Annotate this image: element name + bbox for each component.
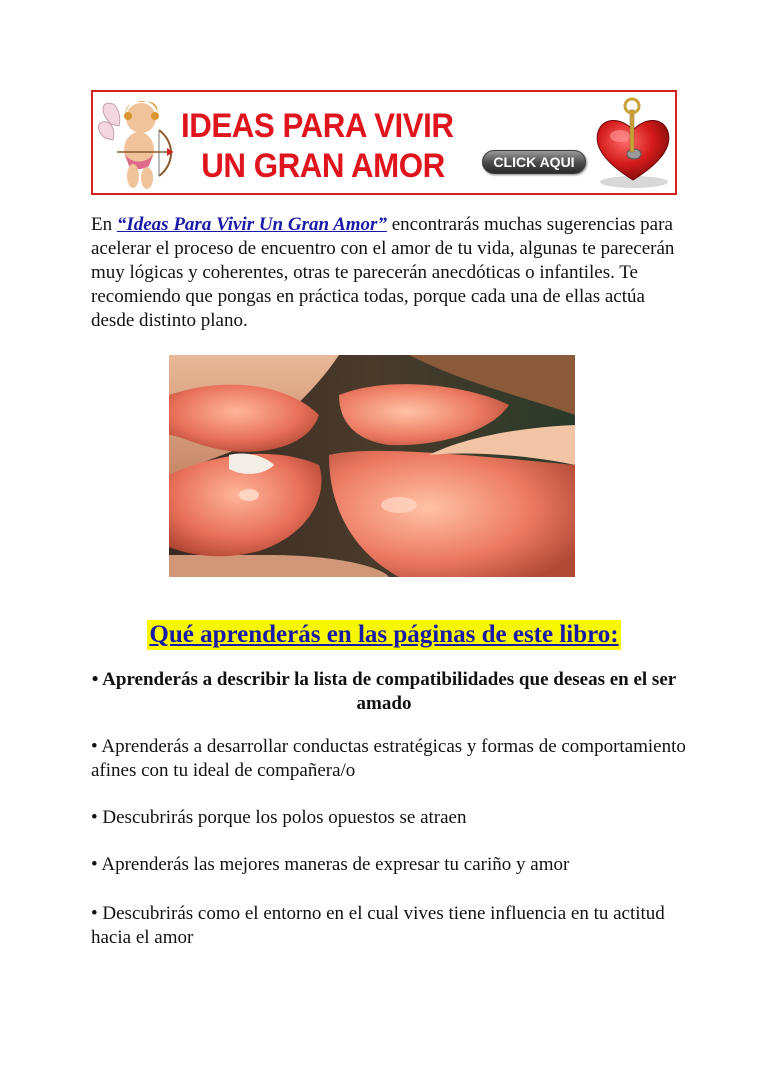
cupid-icon (97, 94, 179, 192)
intro-paragraph (91, 213, 691, 333)
banner-title-line1: IDEAS PARA VIVIR (181, 107, 454, 145)
bullet-item: • Aprenderás a describir la lista de compatibilidades que deseas en el ser amado (91, 669, 677, 714)
click-here-button[interactable]: CLICK AQUI (482, 150, 586, 174)
bullet-item: • Descubrirás porque los polos opuestos se atraen (91, 807, 467, 828)
promo-banner[interactable] (91, 90, 677, 195)
banner-title[interactable] (181, 106, 466, 186)
section-heading: Qué aprenderás en las páginas de este libro: (149, 621, 619, 648)
intro-body: encontrarás muchas sugerencias para acelerar el proceso de encuentro con el amor de tu vida, algunas te parecerán muy lógicas y coherentes, otras te parecerán anecdóticas o infantiles. Te recomiendo que pongas en práctica todas, porque cada una de ellas actúa desde distinto plano. (91, 214, 675, 331)
bullet-item: • Aprenderás las mejores maneras de expresar tu cariño y amor (91, 854, 570, 875)
lips-photo (169, 355, 575, 577)
section-heading-wrap (0, 620, 768, 650)
book-title-link[interactable]: “Ideas Para Vivir Un Gran Amor” (116, 214, 387, 235)
banner-title-line2: UN GRAN AMOR (201, 147, 445, 185)
intro-prefix: En (91, 214, 117, 235)
heart-lock-icon (590, 94, 676, 192)
bullet-item: • Aprenderás a desarrollar conductas estratégicas y formas de comportamiento afines con tu ideal de compañera/o (91, 736, 686, 781)
bullet-item: • Descubrirás como el entorno en el cual vives tiene influencia en tu actitud hacia el amor (91, 903, 665, 948)
